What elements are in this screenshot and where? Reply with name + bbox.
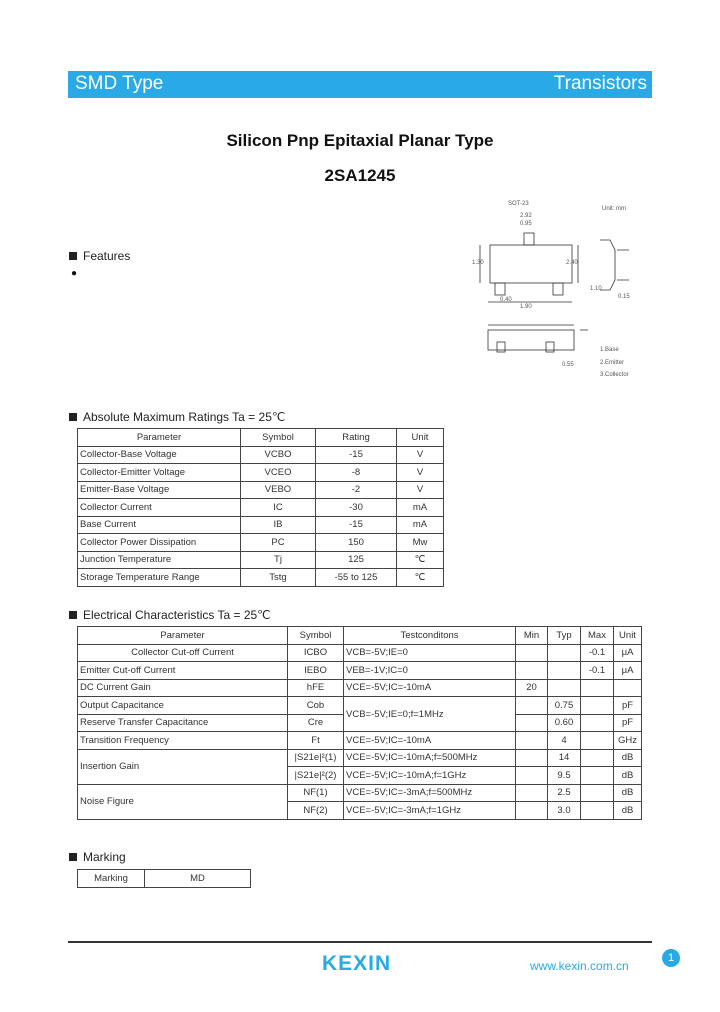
dim-label-1: 2.92 bbox=[520, 213, 532, 219]
cell: -30 bbox=[316, 499, 397, 517]
marking-heading-text: Marking bbox=[83, 850, 126, 864]
cell: hFE bbox=[288, 679, 344, 697]
table-row bbox=[78, 534, 444, 552]
table-header-row bbox=[78, 627, 642, 645]
table-row bbox=[78, 446, 444, 464]
footer-url[interactable]: www.kexin.com.cn bbox=[530, 959, 629, 973]
cell: μA bbox=[614, 644, 642, 662]
cell bbox=[548, 644, 581, 662]
cell bbox=[516, 714, 548, 732]
cell: -15 bbox=[316, 446, 397, 464]
cell: 150 bbox=[316, 534, 397, 552]
col-header: Testconditons bbox=[344, 627, 516, 645]
cell: Collector Cut-off Current bbox=[78, 644, 288, 662]
cell: PC bbox=[241, 534, 316, 552]
header-right: Transistors bbox=[553, 73, 647, 94]
col-header: Max bbox=[581, 627, 614, 645]
cell: -0.1 bbox=[581, 662, 614, 680]
cell: 0.60 bbox=[548, 714, 581, 732]
cell: -15 bbox=[316, 516, 397, 534]
elec-heading bbox=[69, 608, 271, 622]
cell: Storage Temperature Range bbox=[78, 569, 241, 587]
cell bbox=[614, 679, 642, 697]
kexin-logo: KEXIN bbox=[322, 952, 392, 975]
cell: Collector-Emitter Voltage bbox=[78, 464, 241, 482]
header-left: SMD Type bbox=[75, 73, 164, 94]
table-row bbox=[78, 662, 642, 680]
part-number: 2SA1245 bbox=[324, 166, 396, 185]
cell: ℃ bbox=[397, 569, 444, 587]
feature-bullet-icon: ● bbox=[71, 268, 78, 279]
col-header: Typ bbox=[548, 627, 581, 645]
marking-label: Marking bbox=[78, 870, 145, 888]
col-header: Symbol bbox=[288, 627, 344, 645]
dim-label-6: 0.40 bbox=[500, 297, 512, 303]
page-number-badge: 1 bbox=[662, 949, 680, 967]
cell: V bbox=[397, 446, 444, 464]
cell: Tstg bbox=[241, 569, 316, 587]
cell: 9.5 bbox=[548, 767, 581, 785]
cell: Collector Current bbox=[78, 499, 241, 517]
table-row bbox=[78, 499, 444, 517]
col-header: Symbol bbox=[241, 429, 316, 447]
marking-value: MD bbox=[145, 870, 251, 888]
cell: Cre bbox=[288, 714, 344, 732]
table-row bbox=[78, 697, 642, 715]
cell: mA bbox=[397, 499, 444, 517]
document-title: Silicon Pnp Epitaxial Planar Type bbox=[226, 131, 494, 150]
cell: 0.75 bbox=[548, 697, 581, 715]
cell: Insertion Gain bbox=[78, 749, 288, 784]
cell: 4 bbox=[548, 732, 581, 750]
cell: VEBO bbox=[241, 481, 316, 499]
cell: VCE=-5V;IC=-10mA bbox=[344, 732, 516, 750]
cell: Mw bbox=[397, 534, 444, 552]
table-row bbox=[78, 749, 642, 767]
pin-label-emitter: 2.Emitter bbox=[600, 360, 625, 366]
cell bbox=[516, 732, 548, 750]
cell bbox=[581, 767, 614, 785]
footer-divider bbox=[68, 941, 652, 943]
col-header: Parameter bbox=[78, 429, 241, 447]
cell: IC bbox=[241, 499, 316, 517]
cell bbox=[516, 662, 548, 680]
package-outline-drawing bbox=[470, 200, 650, 385]
dim-label-9: 0.55 bbox=[562, 362, 574, 368]
square-bullet-icon bbox=[69, 252, 77, 260]
cell bbox=[581, 784, 614, 802]
package-diagram bbox=[470, 200, 650, 385]
features-heading-text: Features bbox=[83, 249, 131, 263]
cell: VCE=-5V;IC=-10mA bbox=[344, 679, 516, 697]
cell: VCB=-5V;IE=0;f=1MHz bbox=[344, 697, 516, 732]
cell: VEB=-1V;IC=0 bbox=[344, 662, 516, 680]
abs-max-heading bbox=[69, 410, 285, 424]
cell: Noise Figure bbox=[78, 784, 288, 819]
cell: dB bbox=[614, 749, 642, 767]
cell: NF(2) bbox=[288, 802, 344, 820]
cell: VCE=-5V;IC=-10mA;f=1GHz bbox=[344, 767, 516, 785]
square-bullet-icon bbox=[69, 413, 77, 421]
cell: -0.1 bbox=[581, 644, 614, 662]
col-header: Min bbox=[516, 627, 548, 645]
cell: IEBO bbox=[288, 662, 344, 680]
pin-label-collector: 3.Collector bbox=[600, 372, 629, 378]
cell: μA bbox=[614, 662, 642, 680]
cell bbox=[581, 732, 614, 750]
col-header: Rating bbox=[316, 429, 397, 447]
cell: ℃ bbox=[397, 551, 444, 569]
elec-heading-text: Electrical Characteristics Ta = 25℃ bbox=[83, 608, 271, 622]
dim-label-4: 2.40 bbox=[566, 260, 578, 266]
square-bullet-icon bbox=[69, 853, 77, 861]
cell: VCEO bbox=[241, 464, 316, 482]
cell: 3.0 bbox=[548, 802, 581, 820]
cell: VCE=-5V;IC=-3mA;f=1GHz bbox=[344, 802, 516, 820]
cell: pF bbox=[614, 714, 642, 732]
dim-label-3: 1.30 bbox=[472, 260, 484, 266]
cell: 2.5 bbox=[548, 784, 581, 802]
cell: Base Current bbox=[78, 516, 241, 534]
cell: -2 bbox=[316, 481, 397, 499]
cell: VCB=-5V;IE=0 bbox=[344, 644, 516, 662]
cell: 20 bbox=[516, 679, 548, 697]
cell: 125 bbox=[316, 551, 397, 569]
cell: ICBO bbox=[288, 644, 344, 662]
cell: NF(1) bbox=[288, 784, 344, 802]
cell bbox=[581, 802, 614, 820]
diagram-package-label: SOT-23 bbox=[508, 201, 529, 207]
table-header-row bbox=[78, 429, 444, 447]
dim-label-8: 0.15 bbox=[618, 294, 630, 300]
cell: mA bbox=[397, 516, 444, 534]
cell: Emitter-Base Voltage bbox=[78, 481, 241, 499]
cell: Emitter Cut-off Current bbox=[78, 662, 288, 680]
marking-heading bbox=[69, 850, 126, 864]
cell: dB bbox=[614, 784, 642, 802]
cell: DC Current Gain bbox=[78, 679, 288, 697]
pin-label-base: 1.Base bbox=[600, 347, 619, 353]
dim-label-2: 0.95 bbox=[520, 221, 532, 227]
cell: V bbox=[397, 464, 444, 482]
abs-max-heading-text: Absolute Maximum Ratings Ta = 25℃ bbox=[83, 410, 286, 424]
cell bbox=[516, 784, 548, 802]
table-row bbox=[78, 644, 642, 662]
square-bullet-icon bbox=[69, 611, 77, 619]
col-header: Unit bbox=[614, 627, 642, 645]
cell: Output Capacitance bbox=[78, 697, 288, 715]
cell bbox=[581, 697, 614, 715]
cell bbox=[581, 714, 614, 732]
table-row bbox=[78, 784, 642, 802]
cell: pF bbox=[614, 697, 642, 715]
table-row bbox=[78, 551, 444, 569]
dim-label-7: 1.10 bbox=[590, 286, 602, 292]
cell: Ft bbox=[288, 732, 344, 750]
cell bbox=[516, 749, 548, 767]
cell bbox=[516, 802, 548, 820]
cell: Transition Frequency bbox=[78, 732, 288, 750]
cell bbox=[516, 767, 548, 785]
col-header: Unit bbox=[397, 429, 444, 447]
table-row bbox=[78, 870, 251, 888]
table-row bbox=[78, 464, 444, 482]
cell bbox=[548, 679, 581, 697]
cell: Tj bbox=[241, 551, 316, 569]
cell: Reserve Transfer Capacitance bbox=[78, 714, 288, 732]
cell: dB bbox=[614, 767, 642, 785]
table-row bbox=[78, 481, 444, 499]
cell: Junction Temperature bbox=[78, 551, 241, 569]
cell: |S21e|²(2) bbox=[288, 767, 344, 785]
table-row bbox=[78, 516, 444, 534]
marking-table bbox=[77, 869, 251, 888]
elec-table bbox=[77, 626, 642, 820]
table-row bbox=[78, 569, 444, 587]
table-row bbox=[78, 732, 642, 750]
cell: |S21e|²(1) bbox=[288, 749, 344, 767]
cell bbox=[581, 679, 614, 697]
cell: -55 to 125 bbox=[316, 569, 397, 587]
cell: VCE=-5V;IC=-10mA;f=500MHz bbox=[344, 749, 516, 767]
dim-label-5: 1.90 bbox=[520, 304, 532, 310]
cell: V bbox=[397, 481, 444, 499]
cell: GHz bbox=[614, 732, 642, 750]
col-header: Parameter bbox=[78, 627, 288, 645]
cell: IB bbox=[241, 516, 316, 534]
cell bbox=[516, 644, 548, 662]
cell: 14 bbox=[548, 749, 581, 767]
diagram-unit-label: Unit: mm bbox=[602, 206, 626, 212]
cell bbox=[516, 697, 548, 715]
cell: VCBO bbox=[241, 446, 316, 464]
header-banner bbox=[68, 71, 652, 98]
cell bbox=[548, 662, 581, 680]
cell: dB bbox=[614, 802, 642, 820]
cell: VCE=-5V;IC=-3mA;f=500MHz bbox=[344, 784, 516, 802]
abs-max-table bbox=[77, 428, 444, 587]
features-heading bbox=[69, 249, 130, 263]
cell bbox=[581, 749, 614, 767]
cell: Cob bbox=[288, 697, 344, 715]
cell: -8 bbox=[316, 464, 397, 482]
cell: Collector Power Dissipation bbox=[78, 534, 241, 552]
table-row bbox=[78, 679, 642, 697]
cell: Collector-Base Voltage bbox=[78, 446, 241, 464]
